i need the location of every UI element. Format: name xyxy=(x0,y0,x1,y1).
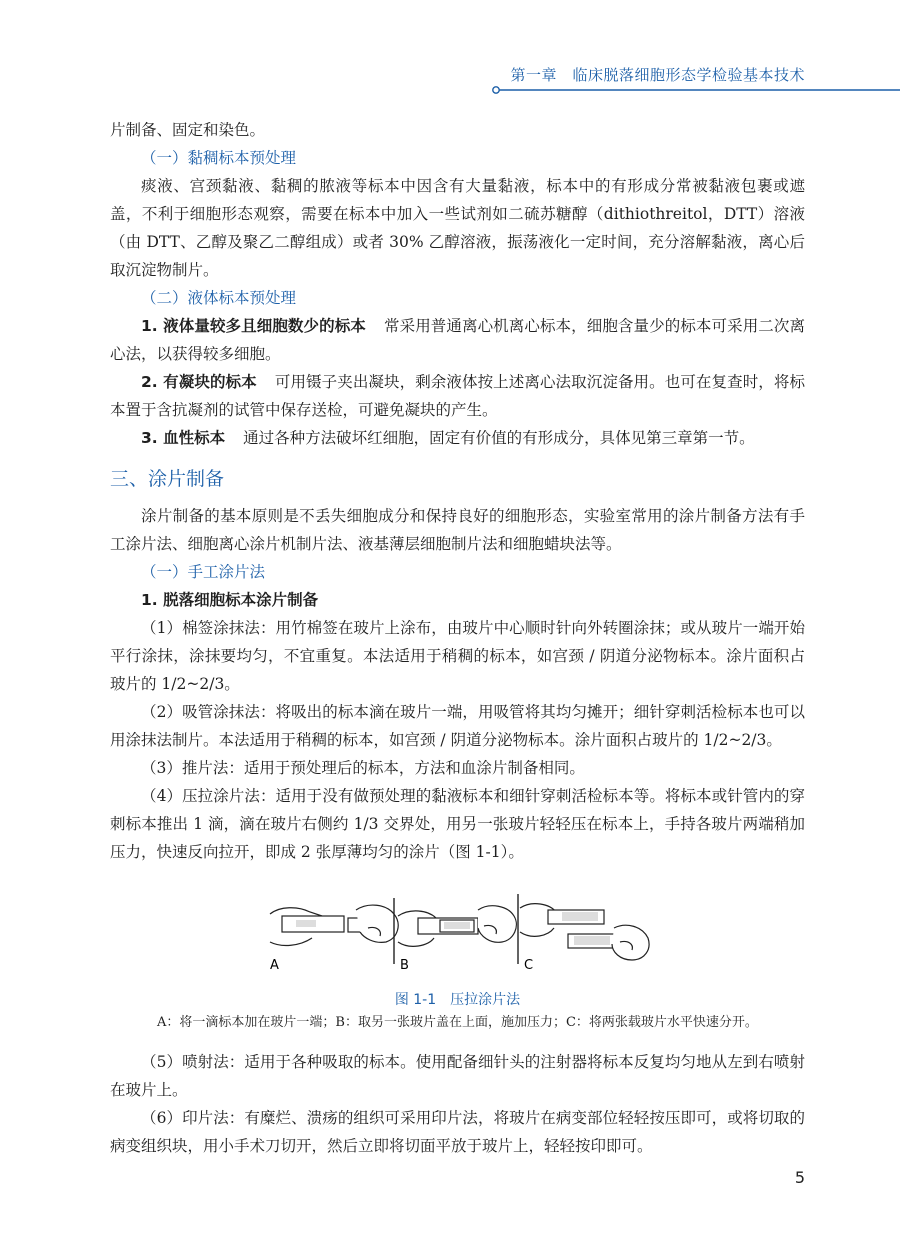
paragraph-text: 通过各种方法破坏红细胞，固定有价值的有形成分，具体见第三章第一节。 xyxy=(243,429,755,447)
smear-diagram xyxy=(268,892,653,984)
paragraph: 片制备、固定和染色。 xyxy=(110,121,266,139)
panel-label-b: B xyxy=(400,958,409,973)
paragraph: （1）棉签涂抹法：用竹棉签在玻片上涂布，由玻片中心顺时针向外转圈涂抹；或从玻片一端开始平行涂抹，涂抹要均匀，不宜重复。本法适用于稍稠的标本，如宫颈 / 阴道分泌物标本。涂片面积占玻片的 1/2~2/3。 xyxy=(110,619,805,693)
bold-heading: 1. 脱落细胞标本涂片制备 xyxy=(141,591,319,609)
panel-label-c: C xyxy=(524,958,534,973)
paragraph xyxy=(110,368,805,424)
panel-label-a: A xyxy=(270,958,279,973)
paragraph-text: 常采用普通离心机离心标本，细胞含量少的标本可采用二次离心法，以获得较多细胞。 xyxy=(110,317,805,363)
figure-note: A：将一滴标本加在玻片一端；B：取另一张玻片盖在上面，施加压力；C：将两张载玻片水平快速分开。 xyxy=(157,1015,758,1030)
paragraph: 涂片制备的基本原则是不丢失细胞成分和保持良好的细胞形态，实验室常用的涂片制备方法有手工涂片法、细胞离心涂片机制片法、液基薄层细胞制片法和细胞蜡块法等。 xyxy=(110,507,805,553)
running-header xyxy=(490,56,900,96)
paragraph: （5）喷射法：适用于各种吸取的标本。使用配备细针头的注射器将标本反复均匀地从左到右喷射在玻片上。 xyxy=(110,1053,805,1099)
bold-lead: 2. 有凝块的标本 xyxy=(141,373,257,391)
paragraph: （6）印片法：有糜烂、溃疡的组织可采用印片法，将玻片在病变部位轻轻按压即可，或将切取的病变组织块，用小手术刀切开，然后立即将切面平放于玻片上，轻轻按印即可。 xyxy=(110,1109,805,1155)
paragraph: （3）推片法：适用于预处理后的标本，方法和血涂片制备相同。 xyxy=(141,759,585,777)
subheading: （一）黏稠标本预处理 xyxy=(141,149,297,167)
paragraph: 痰液、宫颈黏液、黏稠的脓液等标本中因含有大量黏液，标本中的有形成分常被黏液包裹或遮盖，不利于细胞形态观察，需要在标本中加入一些试剂如二硫苏糖醇（dithiothreitol，DTT）溶液（由 DTT、乙醇及聚乙二醇组成）或者 30% 乙醇溶液，振荡液化一定时间，充分溶解黏液，离心后取沉淀物制片。 xyxy=(110,177,805,279)
bold-lead: 1. 液体量较多且细胞数少的标本 xyxy=(141,317,366,335)
bold-lead: 3. 血性标本 xyxy=(141,429,226,447)
chapter-title: 第一章 临床脱落细胞形态学检验基本技术 xyxy=(510,66,805,84)
figure-illustration xyxy=(110,892,805,984)
paragraph: （4）压拉涂片法：适用于没有做预处理的黏液标本和细针穿刺活检标本等。将标本或针管内的穿刺标本推出 1 滴，滴在玻片右侧约 1/3 交界处，用另一张玻片轻轻压在标本上，手持各玻片两端稍加压力，快速反向拉开，即成 2 张厚薄均匀的涂片（图 1-1）。 xyxy=(110,787,805,861)
subheading: （二）液体标本预处理 xyxy=(141,289,297,307)
figure-caption: 图 1-1 压拉涂片法 xyxy=(394,992,521,1008)
paragraph: （2）吸管涂抹法：将吸出的标本滴在玻片一端，用吸管将其均匀摊开；细针穿刺活检标本也可以用涂抹法制片。本法适用于稍稠的标本，如宫颈 / 阴道分泌物标本。涂片面积占玻片的 1/2~2/3。 xyxy=(110,703,805,749)
subheading: （一）手工涂片法 xyxy=(141,563,266,581)
paragraph-text: 可用镊子夹出凝块，剩余液体按上述离心法取沉淀备用。也可在复查时，将标本置于含抗凝剂的试管中保存送检，可避免凝块的产生。 xyxy=(110,373,805,419)
page-number: 5 xyxy=(794,1168,805,1187)
page-body xyxy=(110,116,805,1160)
paragraph xyxy=(110,312,805,368)
paragraph xyxy=(110,424,805,452)
section-heading: 三、涂片制备 xyxy=(110,468,225,490)
